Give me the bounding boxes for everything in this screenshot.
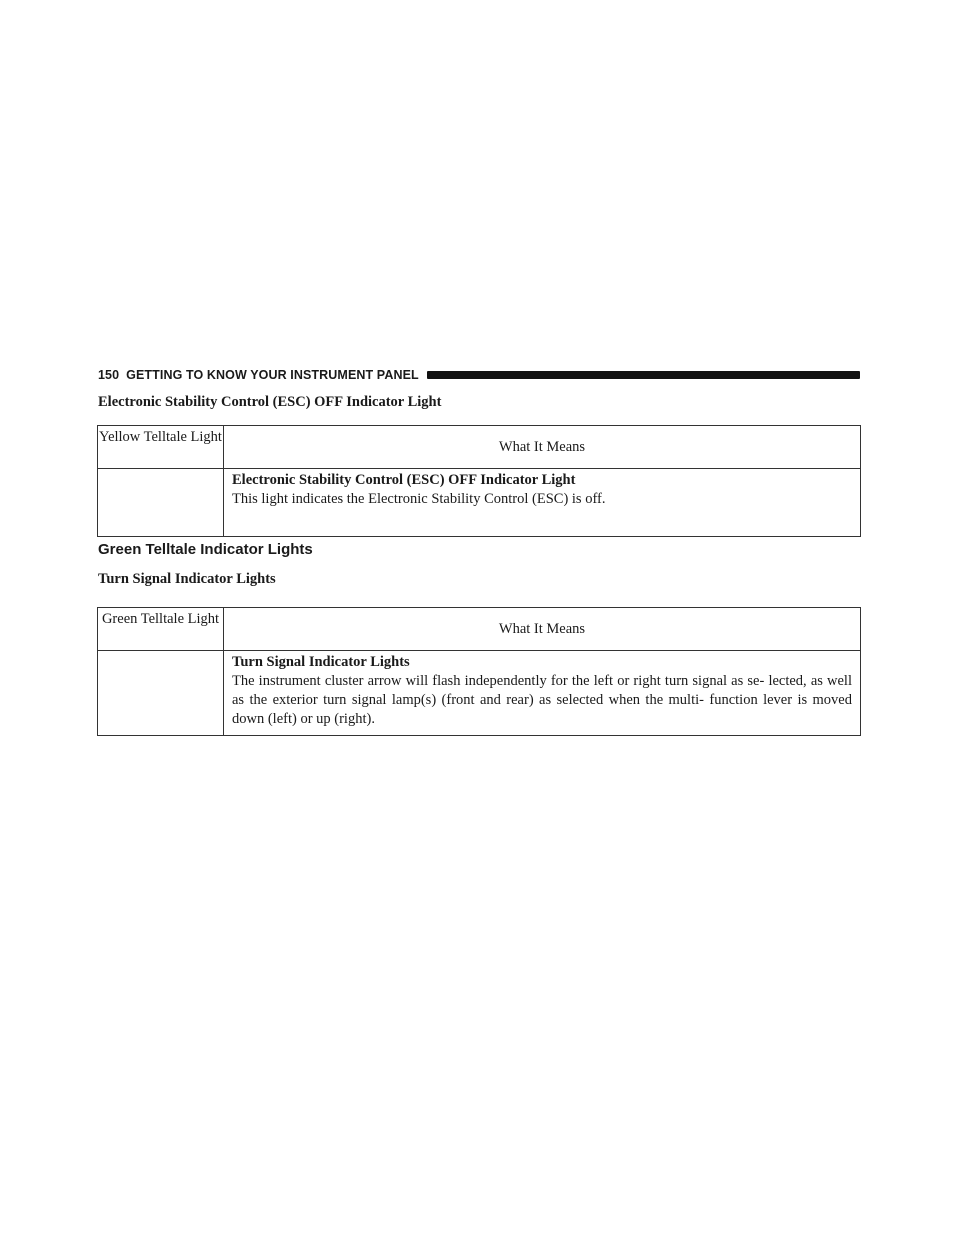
esc-entry-text: This light indicates the Electronic Stability Control (ESC) is off.: [232, 491, 606, 507]
table-row: [98, 469, 861, 537]
turn-signal-meaning-cell: [224, 651, 861, 736]
running-header-title: GETTING TO KNOW YOUR INSTRUMENT PANEL: [126, 368, 419, 382]
header-rule: [427, 371, 860, 379]
turn-signal-indicator-icon-cell: [98, 651, 224, 736]
meaning-column-label: What It Means: [498, 620, 586, 637]
page-header: [98, 367, 860, 383]
meaning-column-header: [224, 426, 861, 469]
turn-signal-entry-text: The instrument cluster arrow will flash independently for the left or right turn signal as se- lected, as well as the exterior turn signal lamp(s) (front and rear) as selected when the multi- function lever is moved down (left) or up (right).: [232, 673, 852, 727]
turn-signal-section-heading: Turn Signal Indicator Lights: [98, 571, 276, 587]
turn-signal-entry-title: Turn Signal Indicator Lights: [232, 654, 410, 670]
green-telltale-group-heading: Green Telltale Indicator Lights: [98, 541, 313, 558]
meaning-column-label: What It Means: [498, 438, 586, 455]
esc-off-indicator-icon-cell: [98, 469, 224, 537]
esc-telltale-table: [97, 425, 861, 537]
light-column-label: Yellow Telltale Light: [99, 429, 222, 445]
meaning-column-header: [224, 608, 861, 651]
light-column-label: Green Telltale Light: [101, 611, 220, 627]
turn-signal-telltale-table: [97, 607, 861, 736]
esc-section-heading: Electronic Stability Control (ESC) OFF Indicator Light: [98, 394, 442, 410]
table-row: [98, 651, 861, 736]
light-column-header: [98, 426, 224, 469]
page-number: 150: [98, 368, 120, 382]
table-header-row: [98, 426, 861, 469]
table-header-row: [98, 608, 861, 651]
light-column-header: [98, 608, 224, 651]
esc-entry-title: Electronic Stability Control (ESC) OFF Indicator Light: [232, 472, 576, 488]
esc-meaning-cell: [224, 469, 861, 537]
